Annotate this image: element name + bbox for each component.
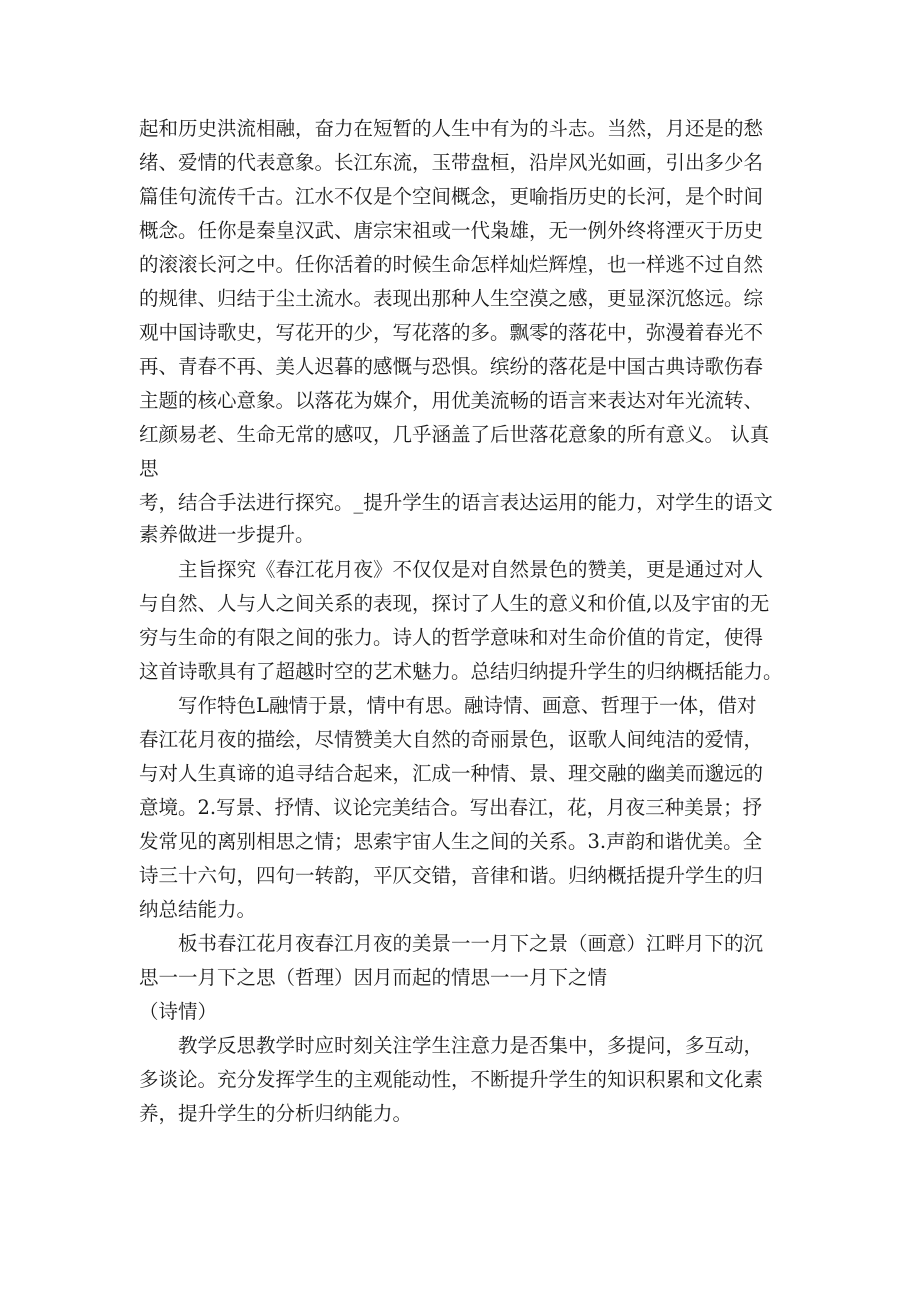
text-line: 多谈论。充分发挥学生的主观能动性，不断提升学生的知识积累和文化素 [139, 1068, 764, 1091]
text-line: 的规律、归结于尘土流水。表现出那种人生空漠之感，更显深沉悠远。综 [139, 287, 764, 310]
text-line: 穷与生命的有限之间的张力。诗人的哲学意味和对生命价值的肯定，使得 [139, 626, 764, 649]
text-line: 篇佳句流传千古。江水不仅是个空间概念，更喻指历史的长河，是个时间 [139, 185, 764, 208]
text-line: 考，结合手法进行探究。_提升学生的语言表达运用的能力，对学生的语文 [139, 491, 773, 514]
text-line: 意境。2.写景、抒情、议论完美结合。写出春江，花，月夜三种美景；抒 [139, 796, 763, 819]
text-line: 主题的核心意象。以落花为媒介，用优美流畅的语言来表达对年光流转、 [139, 389, 764, 412]
text-line: 诗三十六句，四句一转韵，平仄交错，音律和谐。归纳概括提升学生的归 [139, 864, 764, 887]
paragraph-start-line: 写作特色L融情于景，情中有思。融诗情、画意、哲理于一体，借对 [178, 694, 757, 717]
text-line: 养，提升学生的分析归纳能力。 [139, 1102, 413, 1125]
text-line: 观中国诗歌史，写花开的少，写花落的多。飘零的落花中，弥漫着春光不 [139, 321, 764, 344]
paragraph-start-line: 教学反思教学时应时刻关注学生注意力是否集中，多提问，多互动， [178, 1034, 764, 1057]
text-line: 纳总结能力。 [139, 898, 257, 921]
text-line: 与对人生真谛的追寻结合起来，汇成一种情、景、理交融的幽美而邈远的 [139, 762, 764, 785]
text-line: 发常见的离别相思之情；思索宇宙人生之间的关系。3.声韵和谐优美。全 [139, 830, 763, 853]
text-line: 红颜易老、生命无常的感叹，几乎涵盖了后世落花意象的所有意义。 认真 [139, 423, 770, 446]
text-line: 与自然、人与人之间关系的表现，探讨了人生的意义和价值,以及宇宙的无 [139, 592, 770, 615]
text-line: 概念。任你是秦皇汉武、唐宗宋祖或一代枭雄，无一例外终将湮灭于历史 [139, 219, 764, 242]
text-line: （诗情） [139, 1000, 218, 1023]
text-line: 思一一月下之思（哲理）因月而起的情思一一月下之情 [139, 966, 608, 989]
text-line: 再、青春不再、美人迟暮的感慨与恐惧。缤纷的落花是中国古典诗歌伤春 [139, 355, 764, 378]
text-line: 绪、爱情的代表意象。长江东流，玉带盘桓，沿岸风光如画，引出多少名 [139, 151, 764, 174]
text-line: 的滚滚长河之中。任你活着的时候生命怎样灿烂辉煌，也一样逃不过自然 [139, 253, 764, 276]
paragraph-start-line: 主旨探究《春江花月夜》不仅仅是对自然景色的赞美，更是通过对人 [178, 558, 764, 581]
text-line: 素养做进一步提升。 [139, 523, 315, 546]
text-line: 起和历史洪流相融，奋力在短暂的人生中有为的斗志。当然，月还是的愁 [139, 117, 764, 140]
paragraph-start-line: 板书春江花月夜春江月夜的美景一一月下之景（画意）江畔月下的沉 [178, 932, 764, 955]
text-line: 思 [139, 457, 159, 480]
text-line: 这首诗歌具有了超越时空的艺术魅力。总结归纳提升学生的归纳概括能力。 [139, 660, 783, 683]
text-line: 春江花月夜的描绘，尽情赞美大自然的奇丽景色，讴歌人间纯洁的爱情， [139, 728, 764, 751]
